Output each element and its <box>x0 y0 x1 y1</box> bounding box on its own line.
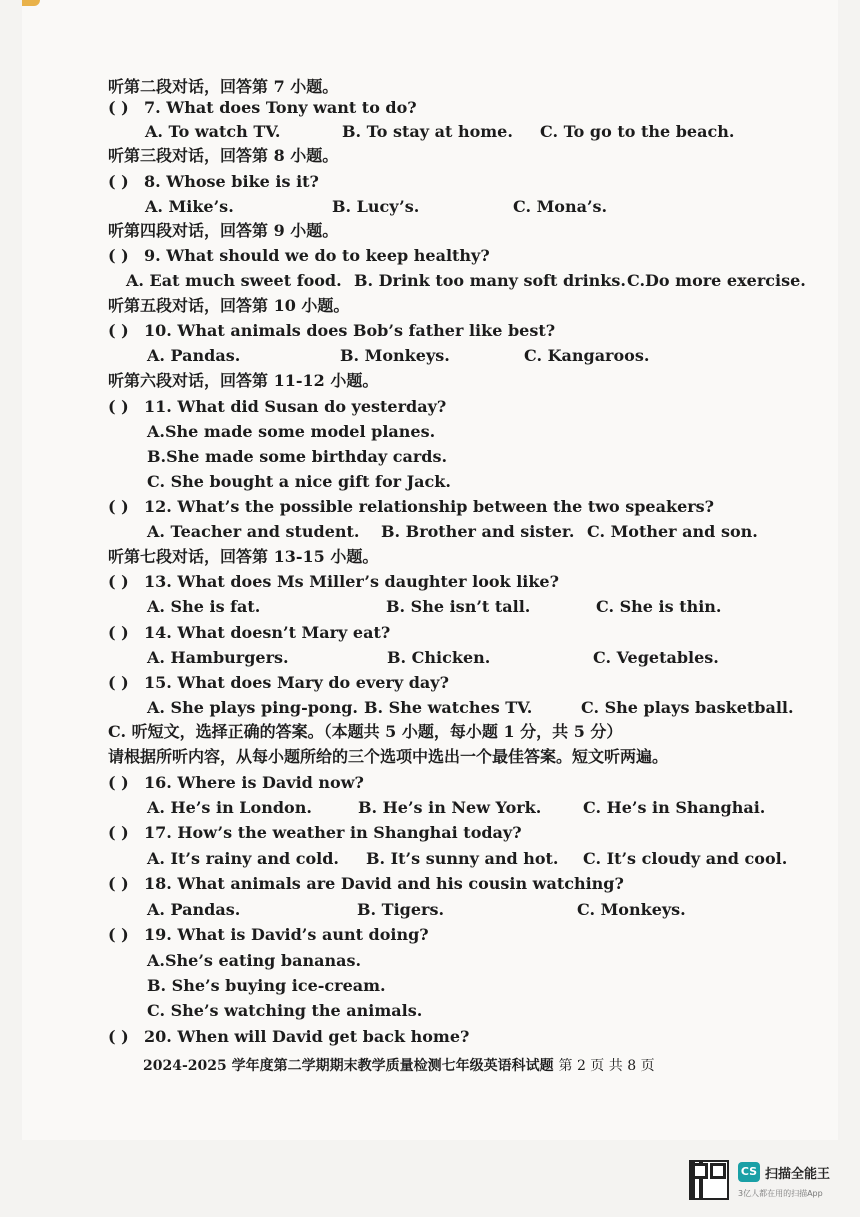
question <box>108 98 417 118</box>
question <box>108 321 555 341</box>
option-a: A.She made some model planes. <box>147 422 436 441</box>
option-c: C. It’s cloudy and cool. <box>583 849 788 868</box>
option-b: B.She made some birthday cards. <box>147 447 448 466</box>
option-a: A. She plays ping-pong. <box>147 698 358 717</box>
section-header: 听第六段对话，回答第 11-12 小题。 <box>108 371 379 390</box>
question-text: 17. How’s the weather in Shanghai today? <box>144 823 522 842</box>
answer-blank: ( ) <box>108 773 129 792</box>
answer-blank: ( ) <box>108 823 129 842</box>
section-header: 听第七段对话，回答第 13-15 小题。 <box>108 547 379 566</box>
scanner-tagline: 3亿人都在用的扫描App <box>738 1189 823 1198</box>
question <box>108 623 390 643</box>
question-text: 15. What does Mary do every day? <box>144 673 449 692</box>
option-c: C. She is thin. <box>596 597 722 616</box>
question-text: 13. What does Ms Miller’s daughter look like? <box>144 572 559 591</box>
option-b: B. Lucy’s. <box>332 197 420 216</box>
option-b: B. She watches TV. <box>364 698 533 717</box>
answer-blank: ( ) <box>108 321 129 340</box>
option-c: C. Kangaroos. <box>524 346 650 365</box>
section-header: 听第三段对话，回答第 8 小题。 <box>108 146 339 165</box>
option-c: C. Mother and son. <box>587 522 758 541</box>
option-b: B. Monkeys. <box>340 346 450 365</box>
option-c: C. She plays basketball. <box>581 698 794 717</box>
option-a: A. It’s rainy and cold. <box>147 849 339 868</box>
option-b: B. She’s buying ice-cream. <box>147 976 386 995</box>
question <box>108 673 449 693</box>
section-header: 听第二段对话，回答第 7 小题。 <box>108 77 339 96</box>
question <box>108 823 522 843</box>
question <box>108 572 559 592</box>
corner-mark <box>22 0 40 6</box>
option-c: C. Monkeys. <box>577 900 686 919</box>
part-c-title: C. 听短文，选择正确的答案。（本题共 5 小题，每小题 1 分，共 5 分） <box>108 722 623 741</box>
question <box>108 874 624 894</box>
question <box>108 246 490 266</box>
answer-blank: ( ) <box>108 98 129 117</box>
option-b: B. Chicken. <box>387 648 491 667</box>
answer-blank: ( ) <box>108 673 129 692</box>
answer-blank: ( ) <box>108 925 129 944</box>
answer-blank: ( ) <box>108 172 129 191</box>
exam-page <box>22 0 838 1140</box>
option-a: A. Eat much sweet food. <box>126 271 342 290</box>
answer-blank: ( ) <box>108 497 129 516</box>
footer-title: 2024-2025 学年度第二学期期末教学质量检测七年级英语科试题 <box>143 1058 554 1074</box>
page-footer <box>143 1055 655 1075</box>
question-text: 10. What animals does Bob’s father like best? <box>144 321 556 340</box>
option-a: A. Mike’s. <box>145 197 234 216</box>
option-c: C. She’s watching the animals. <box>147 1001 423 1020</box>
footer-page-number: 第 2 页 共 8 页 <box>558 1058 655 1074</box>
question-text: 11. What did Susan do yesterday? <box>144 397 447 416</box>
option-a: A.She’s eating bananas. <box>147 951 362 970</box>
question-text: 7. What does Tony want to do? <box>144 98 417 117</box>
option-c: C. He’s in Shanghai. <box>583 798 766 817</box>
option-c: C. To go to the beach. <box>540 122 735 141</box>
option-b: B. It’s sunny and hot. <box>366 849 559 868</box>
question <box>108 925 429 945</box>
option-c: C. Mona’s. <box>513 197 608 216</box>
question-text: 12. What’s the possible relationship between the two speakers? <box>144 497 715 516</box>
answer-blank: ( ) <box>108 874 129 893</box>
option-a: A. He’s in London. <box>147 798 312 817</box>
option-b: B. Tigers. <box>357 900 445 919</box>
option-a: A. Teacher and student. <box>147 522 360 541</box>
scanner-app-name: 扫描全能王 <box>765 1167 831 1182</box>
answer-blank: ( ) <box>108 572 129 591</box>
option-c: C.Do more exercise. <box>627 271 806 290</box>
answer-blank: ( ) <box>108 623 129 642</box>
option-a: A. Pandas. <box>147 346 241 365</box>
answer-blank: ( ) <box>108 1027 129 1046</box>
question-text: 16. Where is David now? <box>144 773 364 792</box>
option-a: A. Pandas. <box>147 900 241 919</box>
option-b: B. He’s in New York. <box>358 798 542 817</box>
section-header: 听第四段对话，回答第 9 小题。 <box>108 221 339 240</box>
question-text: 19. What is David’s aunt doing? <box>144 925 429 944</box>
part-c-instruction: 请根据所听内容，从每小题所给的三个选项中选出一个最佳答案。短文听两遍。 <box>108 747 669 766</box>
question-text: 14. What doesn’t Mary eat? <box>144 623 391 642</box>
answer-blank: ( ) <box>108 246 129 265</box>
question <box>108 172 319 192</box>
question <box>108 497 714 517</box>
option-b: B. Drink too many soft drinks. <box>354 271 626 290</box>
option-a: A. Hamburgers. <box>147 648 289 667</box>
option-b: B. To stay at home. <box>342 122 513 141</box>
option-c: C. Vegetables. <box>593 648 719 667</box>
question <box>108 1027 469 1047</box>
question-text: 8. Whose bike is it? <box>144 172 319 191</box>
question-text: 9. What should we do to keep healthy? <box>144 246 490 265</box>
answer-blank: ( ) <box>108 397 129 416</box>
section-header: 听第五段对话，回答第 10 小题。 <box>108 296 350 315</box>
option-b: B. She isn’t tall. <box>386 597 531 616</box>
option-a: A. She is fat. <box>147 597 261 616</box>
qr-code-icon <box>689 1160 729 1200</box>
question <box>108 773 364 793</box>
question-text: 20. When will David get back home? <box>144 1027 470 1046</box>
option-b: B. Brother and sister. <box>381 522 575 541</box>
option-c: C. She bought a nice gift for Jack. <box>147 472 451 491</box>
option-a: A. To watch TV. <box>145 122 281 141</box>
question-text: 18. What animals are David and his cousin watching? <box>144 874 624 893</box>
camscanner-logo-icon: CS <box>738 1162 760 1182</box>
question <box>108 397 446 417</box>
